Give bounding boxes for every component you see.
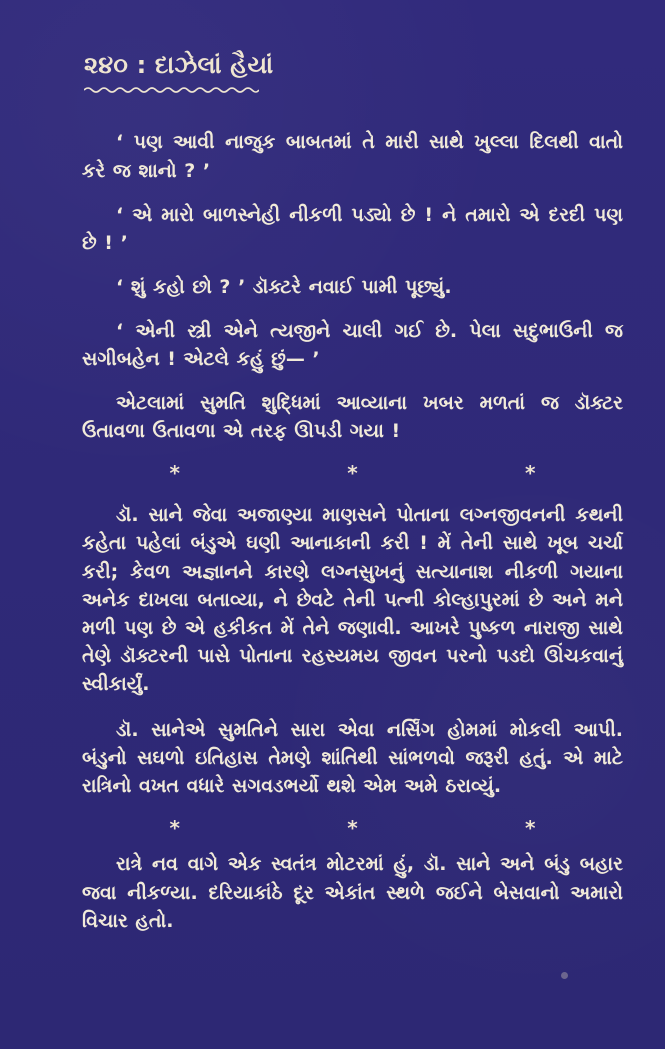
page-title: ૨૪૦ : દાઝેલાં હૈયાં <box>84 51 274 79</box>
separator-star-2: * <box>347 461 358 486</box>
page-header <box>84 51 274 94</box>
paragraph-5: એટલામાં સુમતિ શુદ્ધિમાં આવ્યાના ખબર મળતાં જ ડૉક્ટર ઉતાવળા ઉતાવળા એ તરફ ઊપડી ગયા ! <box>82 392 623 443</box>
paragraph-6: ડૉ. સાને જેવા અજાણ્યા માણસને પોતાના લગ્નજીવનની કથની કહેતા પહેલાં બંડુએ ઘણી આનાકાની કરી ! મેં તેની સાથે ખૂબ ચર્ચા કરી; કેવળ અજ્ઞાનને કારણે લગ્નસુખનું સત્યાનાશ નીકળી ગયાના અનેક દાખલા બતાવ્યા, ને છેવટે તેની પત્ની કોલ્હાપુરમાં છે અને મને મળી પણ છે એ હકીકત મેં તેને જણાવી. આખરે પુષ્કળ નારાજી સાથે તેણે ડૉક્ટરની પાસે પોતાના રહસ્યમય જીવન પરનો પડદો ઊંચકવાનું સ્વીકાર્યું. <box>82 504 623 696</box>
separator-star-4: * <box>169 816 180 841</box>
paper-spot <box>561 972 568 979</box>
paragraph-4: ‘ એની સ્ત્રી એને ત્યજીને ચાલી ગઈ છે. પેલા સદુભાઉની જ સગીબહેન ! એટલે કહું છું— ’ <box>82 319 623 371</box>
separator-star-3: * <box>525 461 536 486</box>
paragraph-7: ડૉ. સાનેએ સુમતિને સારા એવા નર્સિંગ હોમમાં મોકલી આપી. બંડુનો સઘળો ઇતિહાસ તેમણે શાંતિથી સાંભળવો જરૂરી હતું. એ માટે રાત્રિનો વખત વધારે સગવડભર્યો થશે એમ અમે ઠરાવ્યું. <box>82 719 623 798</box>
section-separator-2 <box>169 816 536 841</box>
separator-star-1: * <box>169 461 180 486</box>
paragraph-3: ‘ શું કહો છો ? ’ ડૉક્ટરે નવાઈ પામી પૂછ્યું. <box>116 275 452 298</box>
paragraph-1: ‘ પણ આવી નાજુક બાબતમાં તે મારી સાથે ખુલ્લા દિલથી વાતો કરે જ શાનો ? ’ <box>82 131 623 182</box>
separator-star-6: * <box>525 816 536 841</box>
separator-star-5: * <box>347 816 358 841</box>
paragraph-8: રાત્રે નવ વાગે એક સ્વતંત્ર મોટરમાં હું, ડૉ. સાને અને બંડુ બહાર જવા નીકળ્યા. દરિયાકાંઠે દૂર એકાંત સ્થળે જઈને બેસવાનો અમારો વિચાર હતો. <box>82 853 623 932</box>
paragraph-2: ‘ એ મારો બાળસ્નેહી નીકળી પડ્યો છે ! ને તમારો એ દરદી પણ છે ! ’ <box>82 203 623 254</box>
section-separator-1 <box>169 461 536 486</box>
title-underline <box>84 86 259 94</box>
